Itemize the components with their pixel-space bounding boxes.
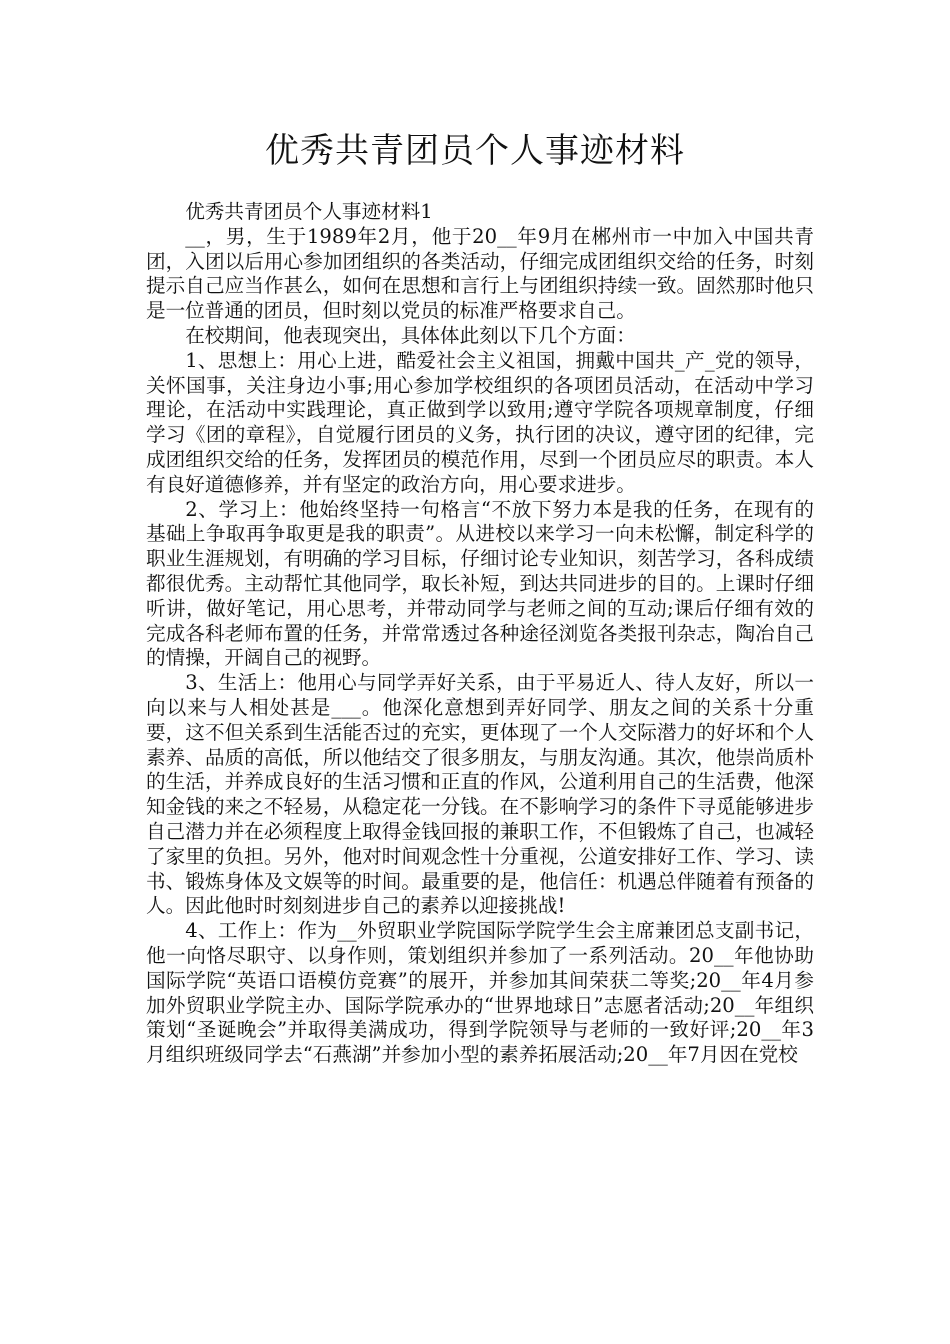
paragraph-study: 2、学习上：他始终坚持一句格言“不放下努力本是我的任务，在现有的基础上争取再争取更是我的职责”。从进校以来学习一向未松懈，制定科学的职业生涯规划，有明确的学习目标，仔细讨论专业知识，刻苦学习，各科成绩都很优秀。主动帮忙其他同学，取长补短，到达共同进步的目的。上课时仔细听讲，做好笔记，用心思考，并带动同学与老师之间的互动;课后仔细有效的完成各科老师布置的任务，并常常透过各种途径浏览各类报刊杂志，陶冶自己的情操，开阔自己的视野。 (146, 497, 814, 670)
document-body (146, 200, 814, 1068)
document-title: 优秀共青团员个人事迹材料 (265, 131, 685, 171)
paragraph-intro: __，男，生于1989年2月，他于20__年9月在郴州市一中加入中国共青团，入团以后用心参加团组织的各类活动，仔细完成团组织交给的任务，时刻提示自己应当作甚么，如何在思想和言行上与团组织持续一致。固然那时他只是一位普通的团员，但时刻以党员的标准严格要求自己。 (146, 224, 814, 323)
paragraph-thought: 1、思想上：用心上进，酷爱社会主义祖国，拥戴中国共_产_党的领导，关怀国事，关注身边小事;用心参加学校组织的各项团员活动，在活动中学习理论，在活动中实践理论，真正做到学以致用;遵守学院各项规章制度，仔细学习《团的章程》，自觉履行团员的义务，执行团的决议，遵守团的纪律，完成团组织交给的任务，发挥团员的模范作用，尽到一个团员应尽的职责。本人有良好道德修养，并有坚定的政治方向，用心要求进步。 (146, 348, 814, 496)
paragraph-work: 4、工作上：作为__外贸职业学院国际学院学生会主席兼团总支副书记，他一向恪尽职守、以身作则，策划组织并参加了一系列活动。20__年他协助国际学院“英语口语模仿竞赛”的展开，并参加其间荣获二等奖;20__年4月参加外贸职业学院主办、国际学院承办的“世界地球日”志愿者活动;20__年组织策划“圣诞晚会”并取得美满成功，得到学院领导与老师的一致好评;20__年3月组织班级同学去“石燕湖”并参加小型的素养拓展活动;20__年7月因在党校 (146, 919, 814, 1067)
paragraph-life: 3、生活上：他用心与同学弄好关系，由于平易近人、待人友好，所以一向以来与人相处甚是___。他深化意想到弄好同学、朋友之间的关系十分重要，这不但关系到生活能否过的充实，更体现了一个人交际潜力的好坏和个人素养、品质的高低，所以他结交了很多朋友，与朋友沟通。其次，他崇尚质朴的生活，并养成良好的生活习惯和正直的作风，公道利用自己的生活费，他深知金钱的来之不轻易，从稳定花一分钱。在不影响学习的条件下寻觅能够进步自己潜力并在必须程度上取得金钱回报的兼职工作，不但锻炼了自己，也减轻了家里的负担。另外，他对时间观念性十分重视，公道安排好工作、学习、读书、锻炼身体及文娱等的时间。最重要的是，他信任：机遇总伴随着有预备的人。因此他时时刻刻进步自己的素养以迎接挑战! (146, 671, 814, 918)
section-heading: 优秀共青团员个人事迹材料1 (185, 200, 433, 223)
paragraph-overview: 在校期间，他表现突出，具体体此刻以下几个方面： (185, 323, 636, 347)
